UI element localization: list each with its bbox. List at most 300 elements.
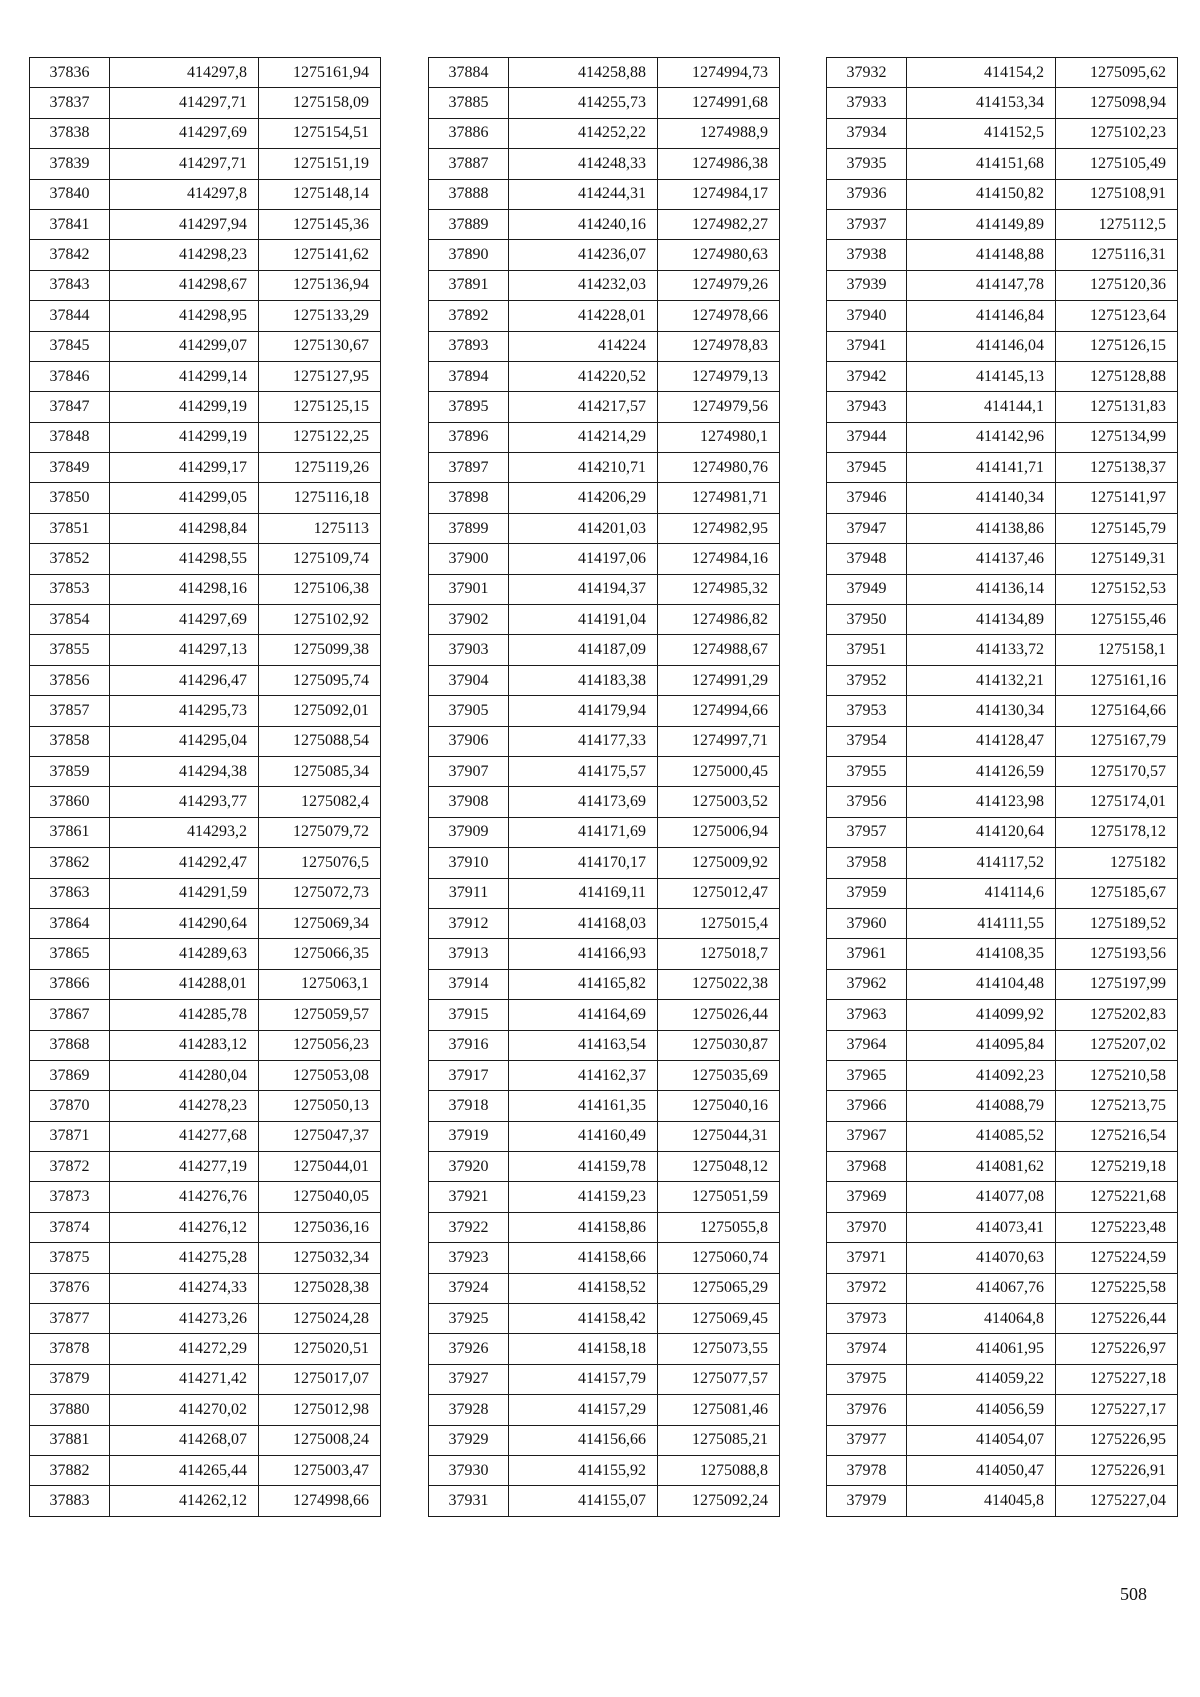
point-id-cell: 37884 xyxy=(429,58,509,88)
point-id-cell: 37857 xyxy=(30,696,110,726)
y-coordinate-cell: 1275108,91 xyxy=(1056,179,1178,209)
point-id-cell: 37868 xyxy=(30,1030,110,1060)
x-coordinate-cell: 414054,07 xyxy=(907,1425,1056,1455)
x-coordinate-cell: 414262,12 xyxy=(110,1486,259,1516)
table-row xyxy=(827,1364,1178,1394)
y-coordinate-cell: 1275109,74 xyxy=(259,544,381,574)
y-coordinate-cell: 1275056,23 xyxy=(259,1030,381,1060)
x-coordinate-cell: 414240,16 xyxy=(509,209,658,239)
y-coordinate-cell: 1275044,31 xyxy=(658,1121,780,1151)
y-coordinate-cell: 1275227,04 xyxy=(1056,1486,1178,1516)
point-id-cell: 37863 xyxy=(30,878,110,908)
point-id-cell: 37897 xyxy=(429,453,509,483)
y-coordinate-cell: 1275134,99 xyxy=(1056,422,1178,452)
y-coordinate-cell: 1275164,66 xyxy=(1056,696,1178,726)
y-coordinate-cell: 1275210,58 xyxy=(1056,1060,1178,1090)
point-id-cell: 37918 xyxy=(429,1091,509,1121)
table-row xyxy=(429,1243,780,1273)
y-coordinate-cell: 1274982,95 xyxy=(658,513,780,543)
x-coordinate-cell: 414164,69 xyxy=(509,1000,658,1030)
y-coordinate-cell: 1275069,34 xyxy=(259,908,381,938)
table-row xyxy=(30,817,381,847)
y-coordinate-cell: 1275017,07 xyxy=(259,1364,381,1394)
y-coordinate-cell: 1274988,67 xyxy=(658,635,780,665)
table-row xyxy=(429,1304,780,1334)
table-row xyxy=(30,1304,381,1334)
y-coordinate-cell: 1275047,37 xyxy=(259,1121,381,1151)
table-row xyxy=(30,149,381,179)
y-coordinate-cell: 1275189,52 xyxy=(1056,908,1178,938)
x-coordinate-cell: 414236,07 xyxy=(509,240,658,270)
x-coordinate-cell: 414297,71 xyxy=(110,149,259,179)
table-row xyxy=(827,1000,1178,1030)
point-id-cell: 37906 xyxy=(429,726,509,756)
point-id-cell: 37974 xyxy=(827,1334,907,1364)
y-coordinate-cell: 1275145,36 xyxy=(259,209,381,239)
table-row xyxy=(429,1060,780,1090)
table-row xyxy=(429,453,780,483)
x-coordinate-cell: 414201,03 xyxy=(509,513,658,543)
y-coordinate-cell: 1275009,92 xyxy=(658,848,780,878)
point-id-cell: 37866 xyxy=(30,969,110,999)
y-coordinate-cell: 1275138,37 xyxy=(1056,453,1178,483)
table-row xyxy=(827,270,1178,300)
table-row xyxy=(429,179,780,209)
y-coordinate-cell: 1275151,19 xyxy=(259,149,381,179)
x-coordinate-cell: 414144,1 xyxy=(907,392,1056,422)
table-row xyxy=(429,1030,780,1060)
point-id-cell: 37945 xyxy=(827,453,907,483)
x-coordinate-cell: 414162,37 xyxy=(509,1060,658,1090)
y-coordinate-cell: 1275213,75 xyxy=(1056,1091,1178,1121)
x-coordinate-cell: 414163,54 xyxy=(509,1030,658,1060)
x-coordinate-cell: 414138,86 xyxy=(907,513,1056,543)
y-coordinate-cell: 1275148,14 xyxy=(259,179,381,209)
y-coordinate-cell: 1275059,57 xyxy=(259,1000,381,1030)
table-row xyxy=(30,1030,381,1060)
point-id-cell: 37940 xyxy=(827,301,907,331)
y-coordinate-cell: 1275102,23 xyxy=(1056,118,1178,148)
table-row xyxy=(30,878,381,908)
x-coordinate-cell: 414297,8 xyxy=(110,58,259,88)
point-id-cell: 37840 xyxy=(30,179,110,209)
x-coordinate-cell: 414220,52 xyxy=(509,361,658,391)
y-coordinate-cell: 1275076,5 xyxy=(259,848,381,878)
table-row xyxy=(429,574,780,604)
y-coordinate-cell: 1275226,95 xyxy=(1056,1425,1178,1455)
table-row xyxy=(827,331,1178,361)
y-coordinate-cell: 1275202,83 xyxy=(1056,1000,1178,1030)
table-row xyxy=(827,88,1178,118)
x-coordinate-cell: 414128,47 xyxy=(907,726,1056,756)
point-id-cell: 37846 xyxy=(30,361,110,391)
x-coordinate-cell: 414104,48 xyxy=(907,969,1056,999)
table-row xyxy=(827,422,1178,452)
point-id-cell: 37920 xyxy=(429,1152,509,1182)
y-coordinate-cell: 1275015,4 xyxy=(658,908,780,938)
point-id-cell: 37936 xyxy=(827,179,907,209)
point-id-cell: 37837 xyxy=(30,88,110,118)
y-coordinate-cell: 1275136,94 xyxy=(259,270,381,300)
x-coordinate-cell: 414158,66 xyxy=(509,1243,658,1273)
y-coordinate-cell: 1275026,44 xyxy=(658,1000,780,1030)
x-coordinate-cell: 414158,18 xyxy=(509,1334,658,1364)
y-coordinate-cell: 1275092,24 xyxy=(658,1486,780,1516)
y-coordinate-cell: 1275207,02 xyxy=(1056,1030,1178,1060)
y-coordinate-cell: 1275105,49 xyxy=(1056,149,1178,179)
point-id-cell: 37958 xyxy=(827,848,907,878)
point-id-cell: 37875 xyxy=(30,1243,110,1273)
x-coordinate-cell: 414132,21 xyxy=(907,665,1056,695)
point-id-cell: 37847 xyxy=(30,392,110,422)
y-coordinate-cell: 1275085,34 xyxy=(259,756,381,786)
table-row xyxy=(30,1182,381,1212)
x-coordinate-cell: 414285,78 xyxy=(110,1000,259,1030)
table-row xyxy=(30,696,381,726)
y-coordinate-cell: 1274997,71 xyxy=(658,726,780,756)
point-id-cell: 37939 xyxy=(827,270,907,300)
y-coordinate-cell: 1275099,38 xyxy=(259,635,381,665)
table-row xyxy=(30,635,381,665)
y-coordinate-cell: 1275116,18 xyxy=(259,483,381,513)
table-row xyxy=(30,1121,381,1151)
point-id-cell: 37951 xyxy=(827,635,907,665)
y-coordinate-cell: 1275065,29 xyxy=(658,1273,780,1303)
table-row xyxy=(827,1334,1178,1364)
y-coordinate-cell: 1274994,66 xyxy=(658,696,780,726)
table-row xyxy=(429,939,780,969)
x-coordinate-cell: 414168,03 xyxy=(509,908,658,938)
table-row xyxy=(827,483,1178,513)
point-id-cell: 37964 xyxy=(827,1030,907,1060)
table-row xyxy=(827,1243,1178,1273)
table-row xyxy=(827,1060,1178,1090)
table-row xyxy=(827,1273,1178,1303)
table-row xyxy=(30,574,381,604)
x-coordinate-cell: 414120,64 xyxy=(907,817,1056,847)
table-row xyxy=(827,1091,1178,1121)
point-id-cell: 37853 xyxy=(30,574,110,604)
y-coordinate-cell: 1275053,08 xyxy=(259,1060,381,1090)
x-coordinate-cell: 414258,88 xyxy=(509,58,658,88)
point-id-cell: 37955 xyxy=(827,756,907,786)
point-id-cell: 37965 xyxy=(827,1060,907,1090)
table-row xyxy=(827,1486,1178,1516)
x-coordinate-cell: 414175,57 xyxy=(509,756,658,786)
y-coordinate-cell: 1275063,1 xyxy=(259,969,381,999)
point-id-cell: 37894 xyxy=(429,361,509,391)
point-id-cell: 37915 xyxy=(429,1000,509,1030)
point-id-cell: 37888 xyxy=(429,179,509,209)
y-coordinate-cell: 1275066,35 xyxy=(259,939,381,969)
table-row xyxy=(429,58,780,88)
x-coordinate-cell: 414272,29 xyxy=(110,1334,259,1364)
table-row xyxy=(429,1152,780,1182)
x-coordinate-cell: 414146,84 xyxy=(907,301,1056,331)
y-coordinate-cell: 1275073,55 xyxy=(658,1334,780,1364)
table-row xyxy=(30,1425,381,1455)
coordinate-table-3 xyxy=(826,57,1178,1517)
point-id-cell: 37861 xyxy=(30,817,110,847)
point-id-cell: 37937 xyxy=(827,209,907,239)
table-row xyxy=(429,118,780,148)
point-id-cell: 37859 xyxy=(30,756,110,786)
point-id-cell: 37865 xyxy=(30,939,110,969)
x-coordinate-cell: 414092,23 xyxy=(907,1060,1056,1090)
y-coordinate-cell: 1275133,29 xyxy=(259,301,381,331)
x-coordinate-cell: 414271,42 xyxy=(110,1364,259,1394)
point-id-cell: 37970 xyxy=(827,1212,907,1242)
point-id-cell: 37960 xyxy=(827,908,907,938)
coordinate-table-1 xyxy=(29,57,381,1517)
y-coordinate-cell: 1275226,91 xyxy=(1056,1455,1178,1485)
y-coordinate-cell: 1275035,69 xyxy=(658,1060,780,1090)
point-id-cell: 37909 xyxy=(429,817,509,847)
y-coordinate-cell: 1274979,56 xyxy=(658,392,780,422)
table-row xyxy=(429,544,780,574)
x-coordinate-cell: 414288,01 xyxy=(110,969,259,999)
x-coordinate-cell: 414161,35 xyxy=(509,1091,658,1121)
table-row xyxy=(429,1486,780,1516)
table-row xyxy=(30,1364,381,1394)
y-coordinate-cell: 1274978,83 xyxy=(658,331,780,361)
x-coordinate-cell: 414159,23 xyxy=(509,1182,658,1212)
y-coordinate-cell: 1274988,9 xyxy=(658,118,780,148)
table-row xyxy=(827,635,1178,665)
point-id-cell: 37933 xyxy=(827,88,907,118)
table-row xyxy=(429,908,780,938)
table-row xyxy=(827,787,1178,817)
point-id-cell: 37876 xyxy=(30,1273,110,1303)
point-id-cell: 37886 xyxy=(429,118,509,148)
point-id-cell: 37961 xyxy=(827,939,907,969)
table-row xyxy=(429,878,780,908)
point-id-cell: 37908 xyxy=(429,787,509,817)
table-row xyxy=(30,88,381,118)
x-coordinate-cell: 414252,22 xyxy=(509,118,658,148)
point-id-cell: 37867 xyxy=(30,1000,110,1030)
point-id-cell: 37922 xyxy=(429,1212,509,1242)
x-coordinate-cell: 414114,6 xyxy=(907,878,1056,908)
y-coordinate-cell: 1274981,71 xyxy=(658,483,780,513)
table-row xyxy=(30,1000,381,1030)
x-coordinate-cell: 414298,95 xyxy=(110,301,259,331)
table-row xyxy=(827,665,1178,695)
table-row xyxy=(30,1212,381,1242)
y-coordinate-cell: 1275174,01 xyxy=(1056,787,1178,817)
x-coordinate-cell: 414298,23 xyxy=(110,240,259,270)
y-coordinate-cell: 1275225,58 xyxy=(1056,1273,1178,1303)
table-row xyxy=(827,301,1178,331)
table-row xyxy=(30,787,381,817)
y-coordinate-cell: 1275030,87 xyxy=(658,1030,780,1060)
x-coordinate-cell: 414166,93 xyxy=(509,939,658,969)
x-coordinate-cell: 414142,96 xyxy=(907,422,1056,452)
x-coordinate-cell: 414265,44 xyxy=(110,1455,259,1485)
point-id-cell: 37900 xyxy=(429,544,509,574)
y-coordinate-cell: 1275051,59 xyxy=(658,1182,780,1212)
table-row xyxy=(30,361,381,391)
table-row xyxy=(429,301,780,331)
x-coordinate-cell: 414137,46 xyxy=(907,544,1056,574)
table-row xyxy=(429,1000,780,1030)
x-coordinate-cell: 414073,41 xyxy=(907,1212,1056,1242)
point-id-cell: 37870 xyxy=(30,1091,110,1121)
table-row xyxy=(30,483,381,513)
y-coordinate-cell: 1275040,05 xyxy=(259,1182,381,1212)
x-coordinate-cell: 414270,02 xyxy=(110,1395,259,1425)
x-coordinate-cell: 414297,8 xyxy=(110,179,259,209)
point-id-cell: 37889 xyxy=(429,209,509,239)
x-coordinate-cell: 414191,04 xyxy=(509,605,658,635)
table-row xyxy=(429,605,780,635)
x-coordinate-cell: 414145,13 xyxy=(907,361,1056,391)
y-coordinate-cell: 1275003,47 xyxy=(259,1455,381,1485)
table-row xyxy=(429,1334,780,1364)
x-coordinate-cell: 414299,14 xyxy=(110,361,259,391)
table-row xyxy=(827,969,1178,999)
table-row xyxy=(30,1152,381,1182)
point-id-cell: 37842 xyxy=(30,240,110,270)
y-coordinate-cell: 1275127,95 xyxy=(259,361,381,391)
point-id-cell: 37911 xyxy=(429,878,509,908)
y-coordinate-cell: 1275226,97 xyxy=(1056,1334,1178,1364)
table-row xyxy=(827,544,1178,574)
table-row xyxy=(827,1455,1178,1485)
x-coordinate-cell: 414206,29 xyxy=(509,483,658,513)
point-id-cell: 37919 xyxy=(429,1121,509,1151)
x-coordinate-cell: 414297,69 xyxy=(110,118,259,148)
point-id-cell: 37845 xyxy=(30,331,110,361)
y-coordinate-cell: 1275055,8 xyxy=(658,1212,780,1242)
point-id-cell: 37962 xyxy=(827,969,907,999)
x-coordinate-cell: 414291,59 xyxy=(110,878,259,908)
table-row xyxy=(429,1182,780,1212)
y-coordinate-cell: 1275018,7 xyxy=(658,939,780,969)
y-coordinate-cell: 1275085,21 xyxy=(658,1425,780,1455)
table-row xyxy=(30,665,381,695)
table-row xyxy=(429,1395,780,1425)
point-id-cell: 37864 xyxy=(30,908,110,938)
table-row xyxy=(30,58,381,88)
y-coordinate-cell: 1275000,45 xyxy=(658,756,780,786)
x-coordinate-cell: 414170,17 xyxy=(509,848,658,878)
point-id-cell: 37926 xyxy=(429,1334,509,1364)
point-id-cell: 37927 xyxy=(429,1364,509,1394)
x-coordinate-cell: 414299,17 xyxy=(110,453,259,483)
table-row xyxy=(827,118,1178,148)
y-coordinate-cell: 1275119,26 xyxy=(259,453,381,483)
y-coordinate-cell: 1275106,38 xyxy=(259,574,381,604)
point-id-cell: 37914 xyxy=(429,969,509,999)
point-id-cell: 37893 xyxy=(429,331,509,361)
y-coordinate-cell: 1275128,88 xyxy=(1056,361,1178,391)
x-coordinate-cell: 414158,42 xyxy=(509,1304,658,1334)
x-coordinate-cell: 414152,5 xyxy=(907,118,1056,148)
point-id-cell: 37921 xyxy=(429,1182,509,1212)
y-coordinate-cell: 1274980,76 xyxy=(658,453,780,483)
y-coordinate-cell: 1275102,92 xyxy=(259,605,381,635)
table-row xyxy=(429,240,780,270)
point-id-cell: 37963 xyxy=(827,1000,907,1030)
x-coordinate-cell: 414277,19 xyxy=(110,1152,259,1182)
y-coordinate-cell: 1275088,8 xyxy=(658,1455,780,1485)
x-coordinate-cell: 414117,52 xyxy=(907,848,1056,878)
point-id-cell: 37944 xyxy=(827,422,907,452)
point-id-cell: 37928 xyxy=(429,1395,509,1425)
y-coordinate-cell: 1274979,26 xyxy=(658,270,780,300)
x-coordinate-cell: 414276,12 xyxy=(110,1212,259,1242)
point-id-cell: 37948 xyxy=(827,544,907,574)
y-coordinate-cell: 1275221,68 xyxy=(1056,1182,1178,1212)
point-id-cell: 37953 xyxy=(827,696,907,726)
table-row xyxy=(429,88,780,118)
x-coordinate-cell: 414148,88 xyxy=(907,240,1056,270)
table-row xyxy=(30,756,381,786)
y-coordinate-cell: 1275141,62 xyxy=(259,240,381,270)
table-row xyxy=(429,787,780,817)
table-row xyxy=(827,513,1178,543)
y-coordinate-cell: 1275185,67 xyxy=(1056,878,1178,908)
table-row xyxy=(827,392,1178,422)
point-id-cell: 37949 xyxy=(827,574,907,604)
x-coordinate-cell: 414278,23 xyxy=(110,1091,259,1121)
point-id-cell: 37956 xyxy=(827,787,907,817)
y-coordinate-cell: 1274991,68 xyxy=(658,88,780,118)
point-id-cell: 37925 xyxy=(429,1304,509,1334)
y-coordinate-cell: 1275012,98 xyxy=(259,1395,381,1425)
y-coordinate-cell: 1275048,12 xyxy=(658,1152,780,1182)
table-row xyxy=(827,1121,1178,1151)
x-coordinate-cell: 414151,68 xyxy=(907,149,1056,179)
y-coordinate-cell: 1275079,72 xyxy=(259,817,381,847)
point-id-cell: 37973 xyxy=(827,1304,907,1334)
point-id-cell: 37957 xyxy=(827,817,907,847)
x-coordinate-cell: 414179,94 xyxy=(509,696,658,726)
y-coordinate-cell: 1275182 xyxy=(1056,848,1178,878)
x-coordinate-cell: 414136,14 xyxy=(907,574,1056,604)
x-coordinate-cell: 414298,67 xyxy=(110,270,259,300)
x-coordinate-cell: 414149,89 xyxy=(907,209,1056,239)
table-row xyxy=(429,1212,780,1242)
x-coordinate-cell: 414299,07 xyxy=(110,331,259,361)
y-coordinate-cell: 1275154,51 xyxy=(259,118,381,148)
table-row xyxy=(429,422,780,452)
table-row xyxy=(30,1395,381,1425)
table-row xyxy=(429,361,780,391)
y-coordinate-cell: 1275120,36 xyxy=(1056,270,1178,300)
table-row xyxy=(429,1455,780,1485)
point-id-cell: 37873 xyxy=(30,1182,110,1212)
point-id-cell: 37877 xyxy=(30,1304,110,1334)
point-id-cell: 37841 xyxy=(30,209,110,239)
x-coordinate-cell: 414059,22 xyxy=(907,1364,1056,1394)
point-id-cell: 37904 xyxy=(429,665,509,695)
x-coordinate-cell: 414155,92 xyxy=(509,1455,658,1485)
point-id-cell: 37975 xyxy=(827,1364,907,1394)
page-number: 508 xyxy=(1120,1584,1147,1604)
x-coordinate-cell: 414224 xyxy=(509,331,658,361)
table-row xyxy=(827,939,1178,969)
y-coordinate-cell: 1275122,25 xyxy=(259,422,381,452)
table-row xyxy=(827,58,1178,88)
table-row xyxy=(429,483,780,513)
y-coordinate-cell: 1275123,64 xyxy=(1056,301,1178,331)
table-row xyxy=(30,848,381,878)
table-row xyxy=(429,209,780,239)
table-row xyxy=(827,1030,1178,1060)
x-coordinate-cell: 414141,71 xyxy=(907,453,1056,483)
